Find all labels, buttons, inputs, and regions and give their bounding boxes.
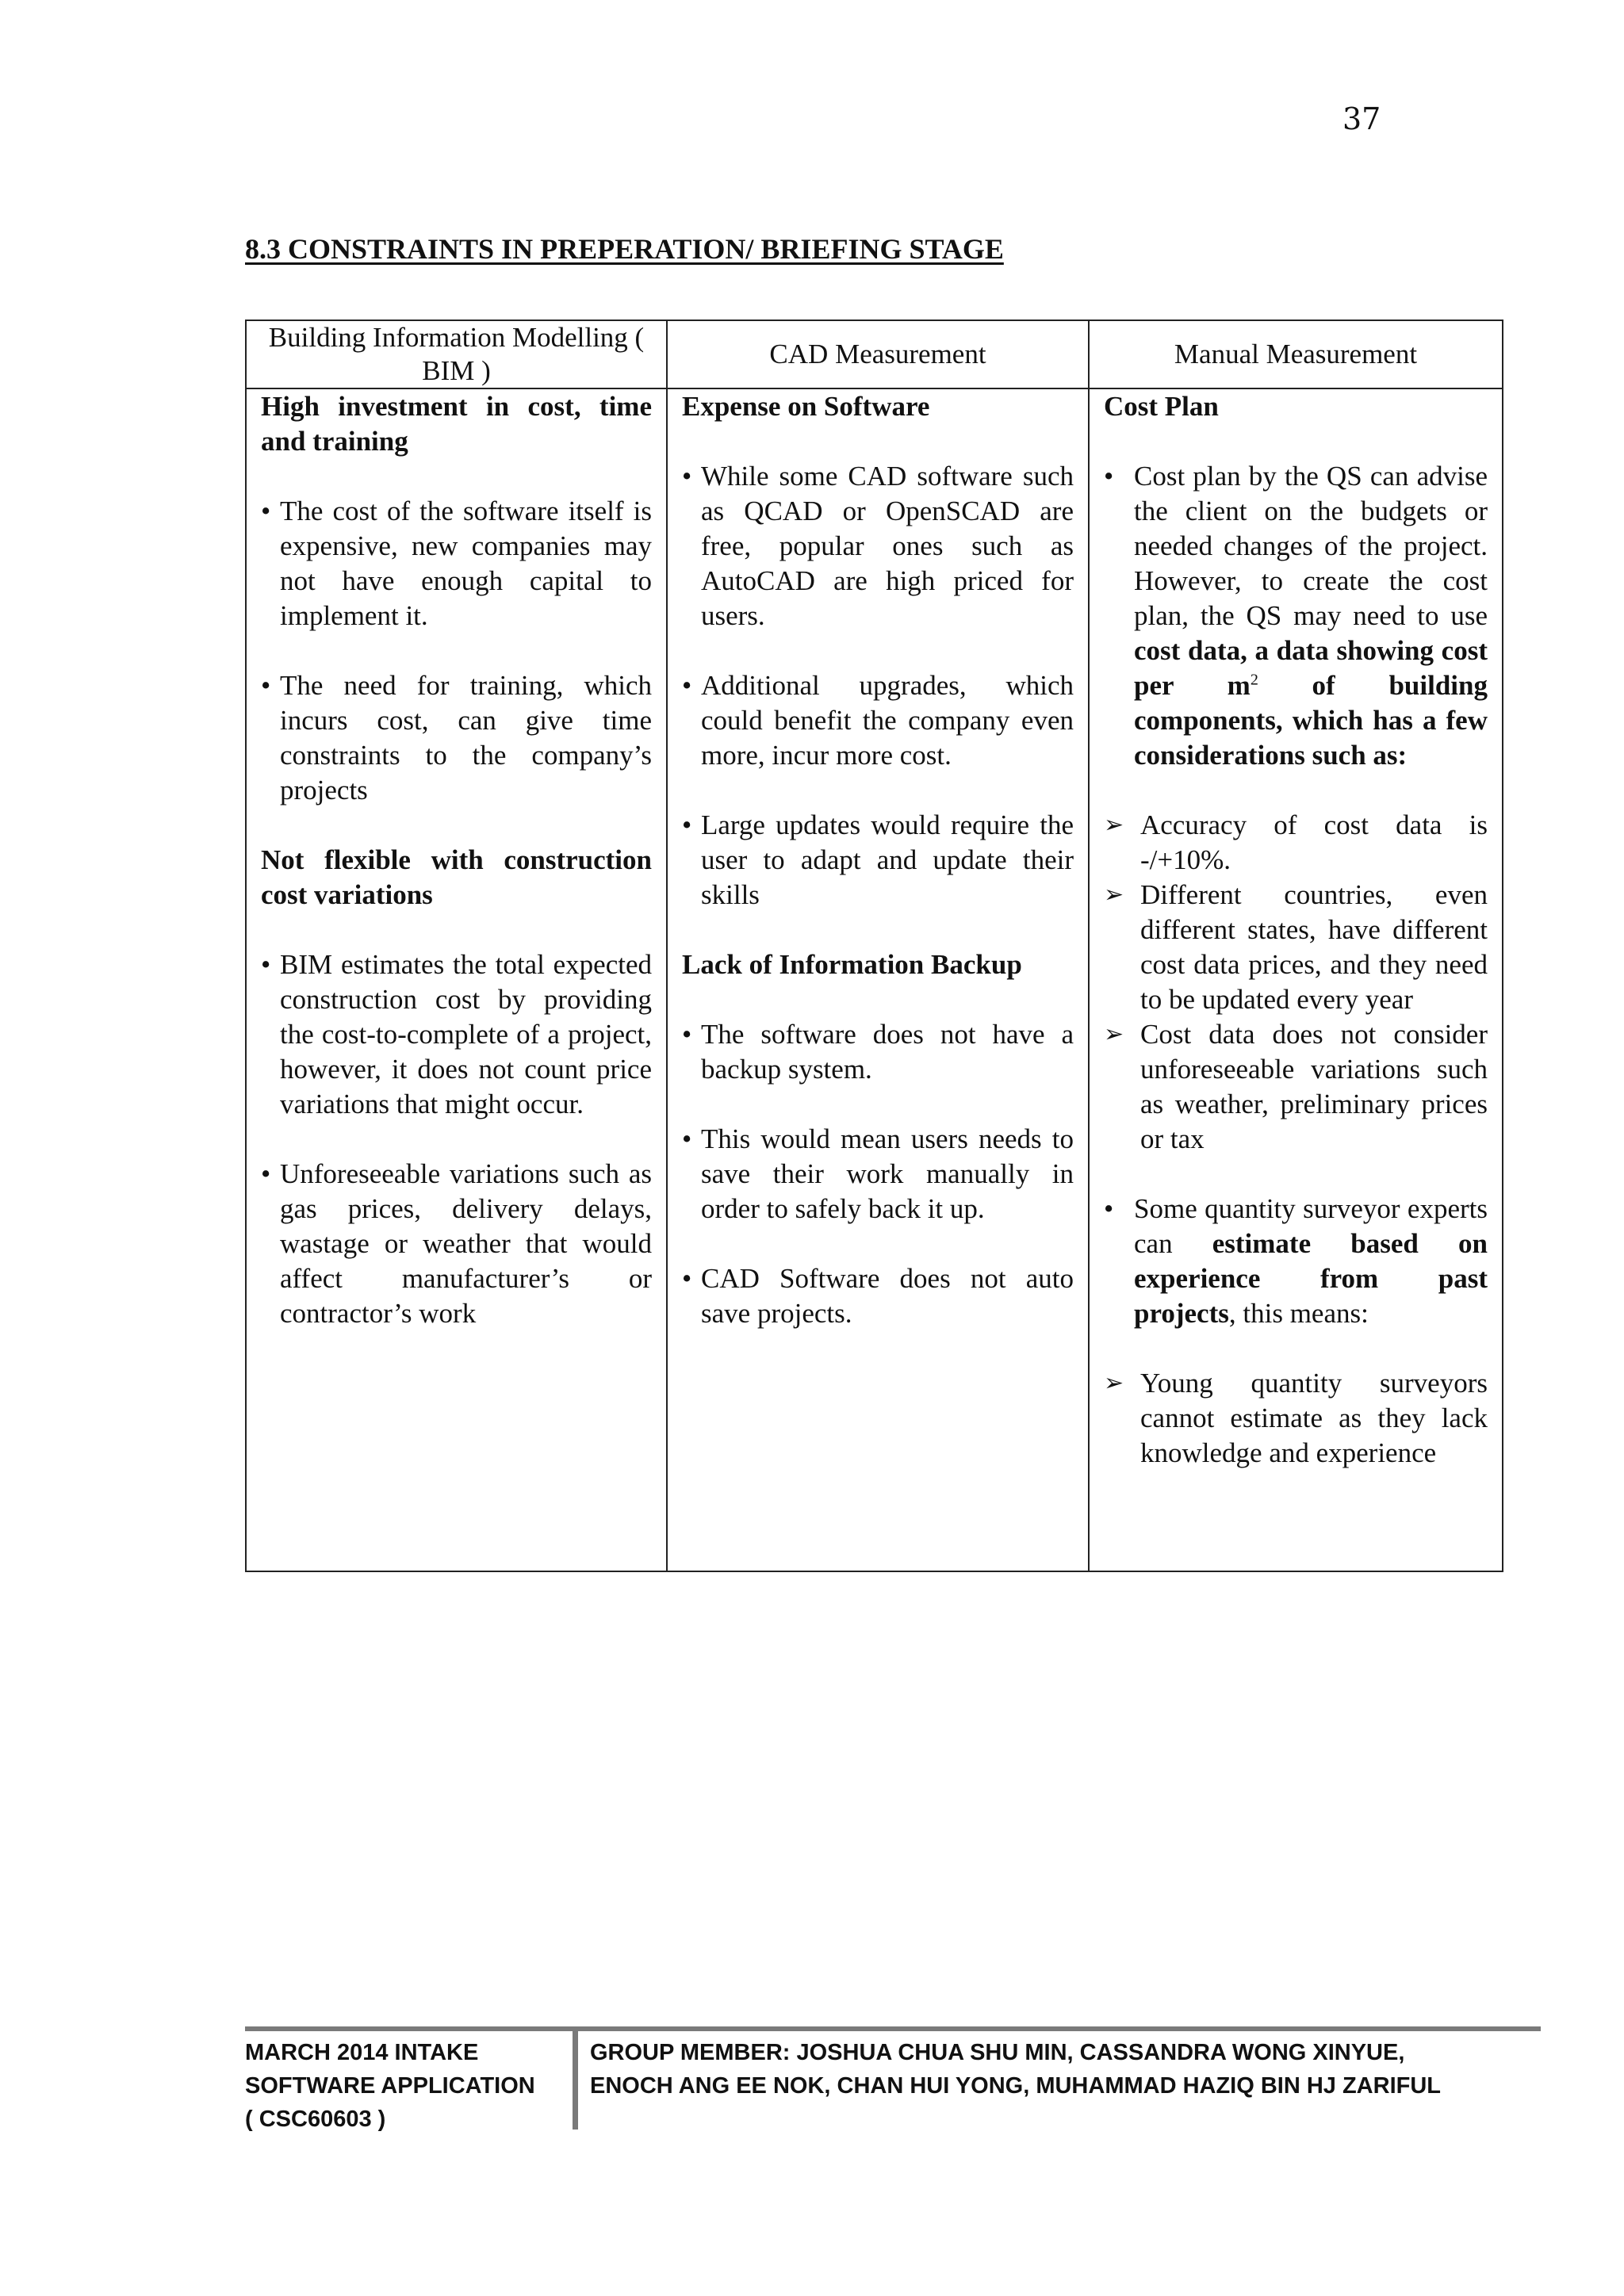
footer-divider xyxy=(573,2031,578,2130)
bullet-icon: • xyxy=(682,461,692,492)
arrow-icon: ➢ xyxy=(1104,811,1124,839)
list-item: ➢ Accuracy of cost data is -/+10%. xyxy=(1104,809,1488,875)
footer-group-members xyxy=(590,2036,1534,2103)
list-item: • This would mean users needs to save their work manually in order to safely back it up. xyxy=(682,1123,1074,1224)
cell-cad xyxy=(667,388,1089,1571)
header-bim: Building Information Modelling ( BIM ) xyxy=(246,320,667,388)
constraints-table xyxy=(245,320,1503,1572)
bim-heading-flexibility: Not flexible with construction cost variations xyxy=(261,844,652,910)
cad-expense-list xyxy=(682,459,1074,913)
cell-manual xyxy=(1089,388,1503,1571)
list-item: • The cost of the software itself is expensive, new companies may not have enough capital to implement it. xyxy=(261,496,652,631)
bullet-icon: • xyxy=(261,949,271,980)
list-item: ➢ Young quantity surveyors cannot estimate as they lack knowledge and experience xyxy=(1104,1368,1488,1468)
list-item: • Additional upgrades, which could benefit the company even more, incur more cost. xyxy=(682,670,1074,771)
bullet-icon: • xyxy=(682,809,692,840)
list-item: ➢ Cost data does not consider unforeseeable variations such as weather, preliminary prices or tax xyxy=(1104,1019,1488,1154)
cell-bim xyxy=(246,388,667,1571)
footer-intake: MARCH 2014 INTAKE xyxy=(245,2040,479,2065)
bullet-icon: • xyxy=(682,1263,692,1294)
bim-heading-investment: High investment in cost, time and training xyxy=(261,391,652,457)
list-item: • Cost plan by the QS can advise the client on the budgets or needed changes of the project. However, to create the cost plan, the QS may need to use cost data, a data showing cost per $m^2$ of building components, which has a few considerations such as: xyxy=(1104,461,1488,771)
bullet-icon: • xyxy=(261,670,271,701)
list-item: • BIM estimates the total expected construction cost by providing the cost-to-complete of a project, however, it does not count price variations that might occur. xyxy=(261,949,652,1119)
manual-heading-cost-plan: Cost Plan xyxy=(1104,391,1219,422)
arrow-icon: ➢ xyxy=(1104,881,1124,909)
bullet-icon: • xyxy=(682,670,692,701)
section-title: 8.3 CONSTRAINTS IN PREPERATION/ BRIEFING STAGE xyxy=(245,233,1004,265)
footer-members-line-2: ENOCH ANG EE NOK, CHAN HUI YONG, MUHAMMAD HAZIQ BIN HJ ZARIFUL xyxy=(590,2073,1441,2099)
bullet-icon: • xyxy=(682,1123,692,1154)
manual-considerations-list xyxy=(1104,808,1488,1157)
manual-experience-arrows xyxy=(1104,1366,1488,1471)
table-header-row xyxy=(246,320,1503,388)
arrow-icon: ➢ xyxy=(1104,1020,1124,1048)
bullet-icon: • xyxy=(682,1019,692,1050)
list-item: • The software does not have a backup system. xyxy=(682,1019,1074,1085)
bullet-icon: • xyxy=(261,496,271,526)
bullet-icon: • xyxy=(261,1158,271,1189)
list-item: • The need for training, which incurs cost, can give time constraints to the company’s projects xyxy=(261,670,652,806)
cad-heading-backup: Lack of Information Backup xyxy=(682,949,1022,980)
footer-members-line-1: GROUP MEMBER: JOSHUA CHUA SHU MIN, CASSANDRA WONG XINYUE, xyxy=(590,2040,1405,2065)
header-cad: CAD Measurement xyxy=(667,320,1089,388)
header-manual: Manual Measurement xyxy=(1089,320,1503,388)
page-number: 37 xyxy=(1342,101,1381,136)
footer-rule xyxy=(245,2026,1541,2031)
footer-course-info xyxy=(245,2036,570,2136)
cad-heading-expense: Expense on Software xyxy=(682,391,930,422)
list-item: • While some CAD software such as QCAD or OpenSCAD are free, popular ones such as AutoCAD are high priced for users. xyxy=(682,461,1074,631)
list-item: • Large updates would require the user to adapt and update their skills xyxy=(682,809,1074,910)
footer-course-name: SOFTWARE APPLICATION xyxy=(245,2073,535,2099)
arrow-icon: ➢ xyxy=(1104,1369,1124,1397)
bim-investment-list xyxy=(261,494,652,808)
bullet-icon: • xyxy=(1104,1193,1114,1224)
list-item: • Some quantity surveyor experts can estimate based on experience from past projects, this means: xyxy=(1104,1193,1488,1329)
cad-backup-list xyxy=(682,1017,1074,1331)
bim-flexibility-list xyxy=(261,947,652,1331)
manual-experience-list xyxy=(1104,1192,1488,1331)
list-item: ➢ Different countries, even different states, have different cost data prices, and they need to be updated every year xyxy=(1104,879,1488,1015)
list-item: • Unforeseeable variations such as gas prices, delivery delays, wastage or weather that would affect manufacturer’s or contractor’s work xyxy=(261,1158,652,1329)
list-item: • CAD Software does not auto save projects. xyxy=(682,1263,1074,1329)
footer-course-code: ( CSC60603 ) xyxy=(245,2107,386,2132)
bullet-icon: • xyxy=(1104,461,1114,492)
table-row xyxy=(246,388,1503,1571)
manual-cost-plan-list xyxy=(1104,459,1488,773)
page-footer xyxy=(245,2026,1541,2130)
